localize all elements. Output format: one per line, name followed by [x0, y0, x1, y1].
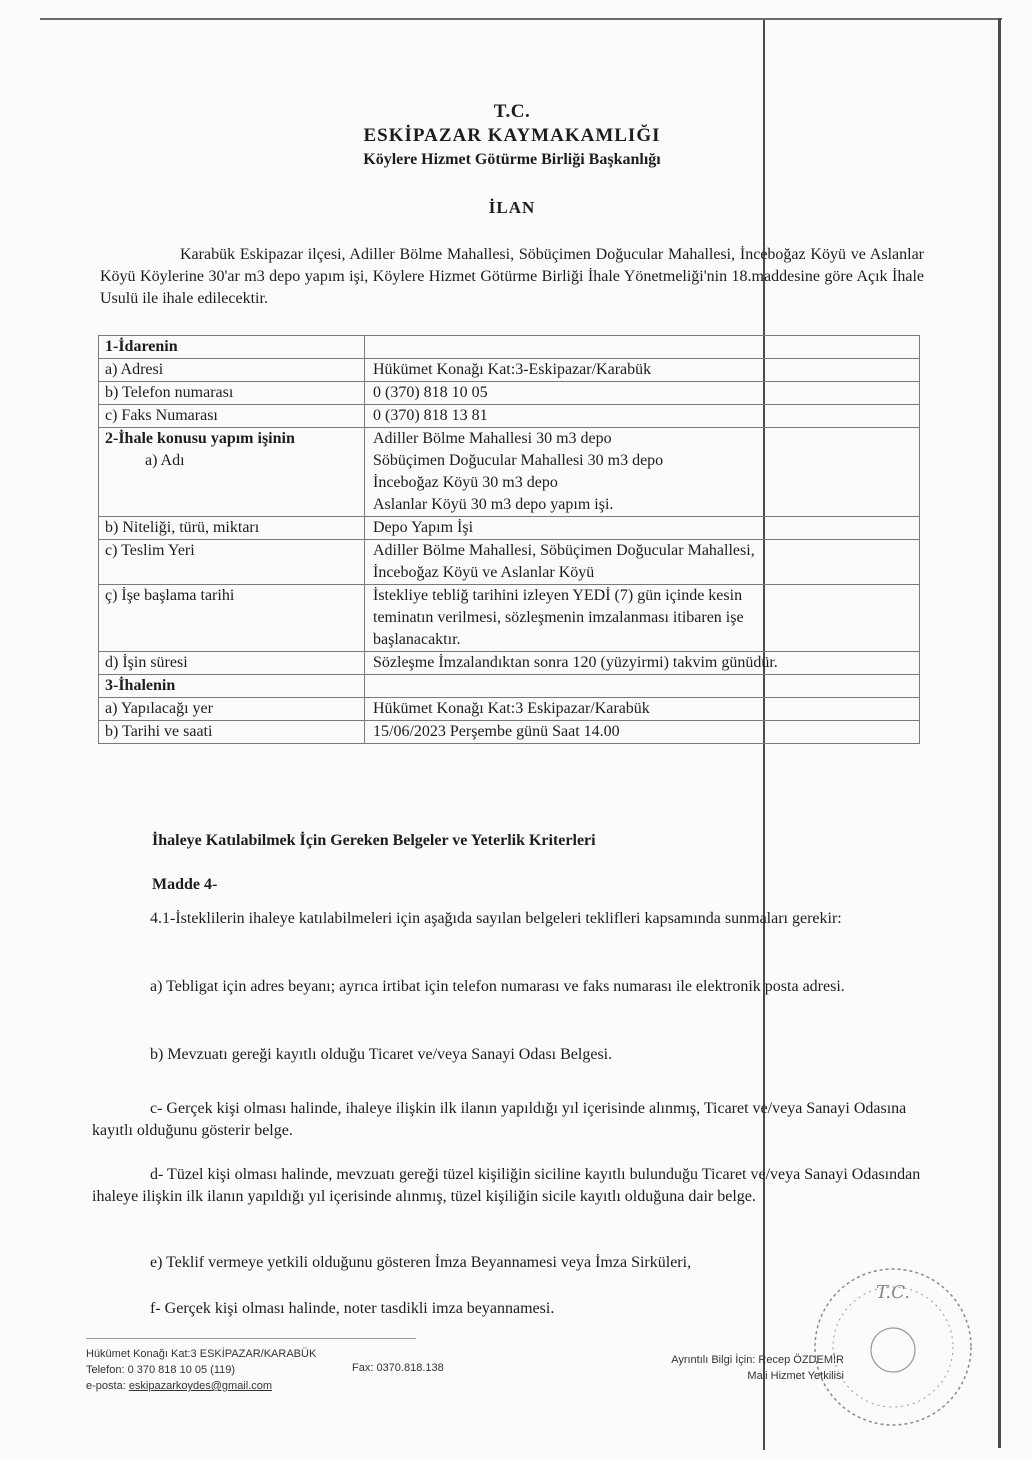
paragraph-a: a) Tebligat için adres beyanı; ayrıca irtibat için telefon numarası ve faks numarası ile elektronik posta adresi.: [150, 978, 845, 995]
table-row: [99, 517, 920, 540]
footer-email-label: e-posta:: [86, 1380, 126, 1392]
paragraph-c: c- Gerçek kişi olması halinde, ihaleye ilişkin ilk ilanın yapıldığı yıl içerisinde alınmış, Ticaret ve/veya Sanayi Odasına kayıtlı olduğunu gösterir belge.: [92, 1100, 907, 1139]
intro-paragraph: Karabük Eskipazar ilçesi, Adiller Bölme Mahallesi, Söbüçimen Doğucular Mahallesi, İnceboğaz Köyü ve Aslanlar Köyü Köylerine 30'ar m3 depo yapım işi, Köylere Hizmet Götürme Birliği İhale Yönetmeliği'nin 18.maddesine göre Açık İhale Usulü ile ihale edilecektir.: [100, 246, 924, 307]
footer-email-row: [86, 1378, 316, 1394]
type-value: Depo Yapım İşi: [365, 517, 920, 540]
table-row: [99, 336, 920, 359]
start-date-line: teminatın verilmesi, sözleşmenin imzalanması itibaren işe: [373, 609, 744, 626]
paragraph-d: d- Tüzel kişi olması halinde, mevzuatı gereği tüzel kişiliğin siciline kayıtlı bulunduğu Ticaret ve/veya Sanayi Odasından ihaleye ilişkin ilk ilanın yapıldığı yıl içerisinde alınmış, tüzel kişiliğin sicile kayıtlı olduğuna dair belge.: [92, 1166, 921, 1205]
delivery-line: İnceboğaz Köyü ve Aslanlar Köyü: [373, 564, 595, 581]
name-value: [365, 428, 920, 517]
table-cell-empty: [365, 336, 920, 359]
delivery-line: Adiller Bölme Mahallesi, Söbüçimen Doğucular Mahallesi,: [373, 542, 755, 559]
name-line: İnceboğaz Köyü 30 m3 depo: [373, 474, 558, 491]
footer-contact: [86, 1346, 316, 1394]
delivery-value: [365, 540, 920, 585]
name-line: Söbüçimen Doğucular Mahallesi 30 m3 depo: [373, 452, 664, 469]
seal-text: T.C.: [876, 1282, 910, 1303]
footer-contact-person: Ayrıntılı Bilgi İçin: Recep ÖZDEMİR: [671, 1354, 844, 1366]
address-label: a) Adresi: [99, 359, 365, 382]
table-row: [99, 698, 920, 721]
paragraph-4-1: 4.1-İsteklilerin ihaleye katılabilmeleri için aşağıda sayılan belgeleri teklifleri kapsamında sunmaları gerekir:: [150, 910, 842, 927]
table-row: [99, 652, 920, 675]
table-row: [99, 675, 920, 698]
footer-address: Hükümet Konağı Kat:3 ESKİPAZAR/KARABÜK: [86, 1348, 317, 1360]
start-date-line: İstekliye tebliğ tarihini izleyen YEDİ (7) gün içinde kesin: [373, 587, 743, 604]
fax-label: c) Faks Numarası: [99, 405, 365, 428]
article-title: Madde 4-: [152, 876, 218, 893]
type-label: b) Niteliği, türü, miktarı: [99, 517, 365, 540]
footer-email-link[interactable]: eskipazarkoydes@gmail.com: [128, 1380, 273, 1392]
datetime-label: b) Tarihi ve saati: [99, 721, 365, 744]
scan-edge-right: [998, 18, 1001, 1448]
table-row: [99, 540, 920, 585]
section-2-cell: [99, 428, 365, 517]
address-value: Hükümet Konağı Kat:3-Eskipazar/Karabük: [365, 359, 920, 382]
footer-divider: [86, 1338, 416, 1339]
official-seal-icon: [808, 1262, 978, 1432]
criteria-title: İhaleye Katılabilmek İçin Gereken Belgeler ve Yeterlik Kriterleri: [152, 832, 596, 849]
name-line: Adiller Bölme Mahallesi 30 m3 depo: [373, 430, 612, 447]
section-2-title: 2-İhale konusu yapım işinin: [105, 430, 295, 447]
table-row: [99, 721, 920, 744]
tender-info-table: [98, 335, 920, 744]
datetime-value: 15/06/2023 Perşembe günü Saat 14.00: [365, 721, 920, 744]
section-1-title: 1-İdarenin: [99, 336, 365, 359]
table-row: [99, 359, 920, 382]
start-date-label: ç) İşe başlama tarihi: [99, 585, 365, 652]
table-cell-empty: [365, 675, 920, 698]
table-row: [99, 585, 920, 652]
header-tc: T.C.: [493, 101, 531, 122]
section-3-title: 3-İhalenin: [99, 675, 365, 698]
header-institution: ESKİPAZAR KAYMAKAMLIĞI: [363, 125, 661, 146]
header-department: Köylere Hizmet Götürme Birliği Başkanlığı: [363, 151, 661, 168]
fax-value: 0 (370) 818 13 81: [365, 405, 920, 428]
scan-edge-top: [40, 18, 1002, 20]
paragraph-e: e) Teklif vermeye yetkili olduğunu gösteren İmza Beyannamesi veya İmza Sirküleri,: [150, 1254, 692, 1271]
phone-label: b) Telefon numarası: [99, 382, 365, 405]
start-date-line: başlanacaktır.: [373, 631, 461, 648]
phone-value: 0 (370) 818 10 05: [365, 382, 920, 405]
paragraph-b: b) Mevzuatı gereği kayıtlı olduğu Ticaret ve/veya Sanayi Odası Belgesi.: [150, 1046, 613, 1063]
footer-fax: Fax: 0370.818.138: [352, 1362, 444, 1374]
start-date-value: [365, 585, 920, 652]
paragraph-f: f- Gerçek kişi olması halinde, noter tasdikli imza beyannamesi.: [150, 1300, 555, 1317]
letterhead: [100, 100, 924, 172]
table-row: [99, 428, 920, 517]
footer-contact-title: Mali Hizmet Yetkilisi: [747, 1370, 844, 1382]
name-label: a) Adı: [145, 452, 185, 469]
footer-phone: Telefon: 0 370 818 10 05 (119): [86, 1364, 236, 1376]
table-row: [99, 405, 920, 428]
venue-label: a) Yapılacağı yer: [99, 698, 365, 721]
delivery-label: c) Teslim Yeri: [99, 540, 365, 585]
venue-value: Hükümet Konağı Kat:3 Eskipazar/Karabük: [365, 698, 920, 721]
document-title: İLAN: [488, 198, 536, 217]
duration-value: Sözleşme İmzalandıktan sonra 120 (yüzyirmi) takvim günüdür.: [365, 652, 920, 675]
duration-label: d) İşin süresi: [99, 652, 365, 675]
name-line: Aslanlar Köyü 30 m3 depo yapım işi.: [373, 496, 614, 513]
table-row: [99, 382, 920, 405]
